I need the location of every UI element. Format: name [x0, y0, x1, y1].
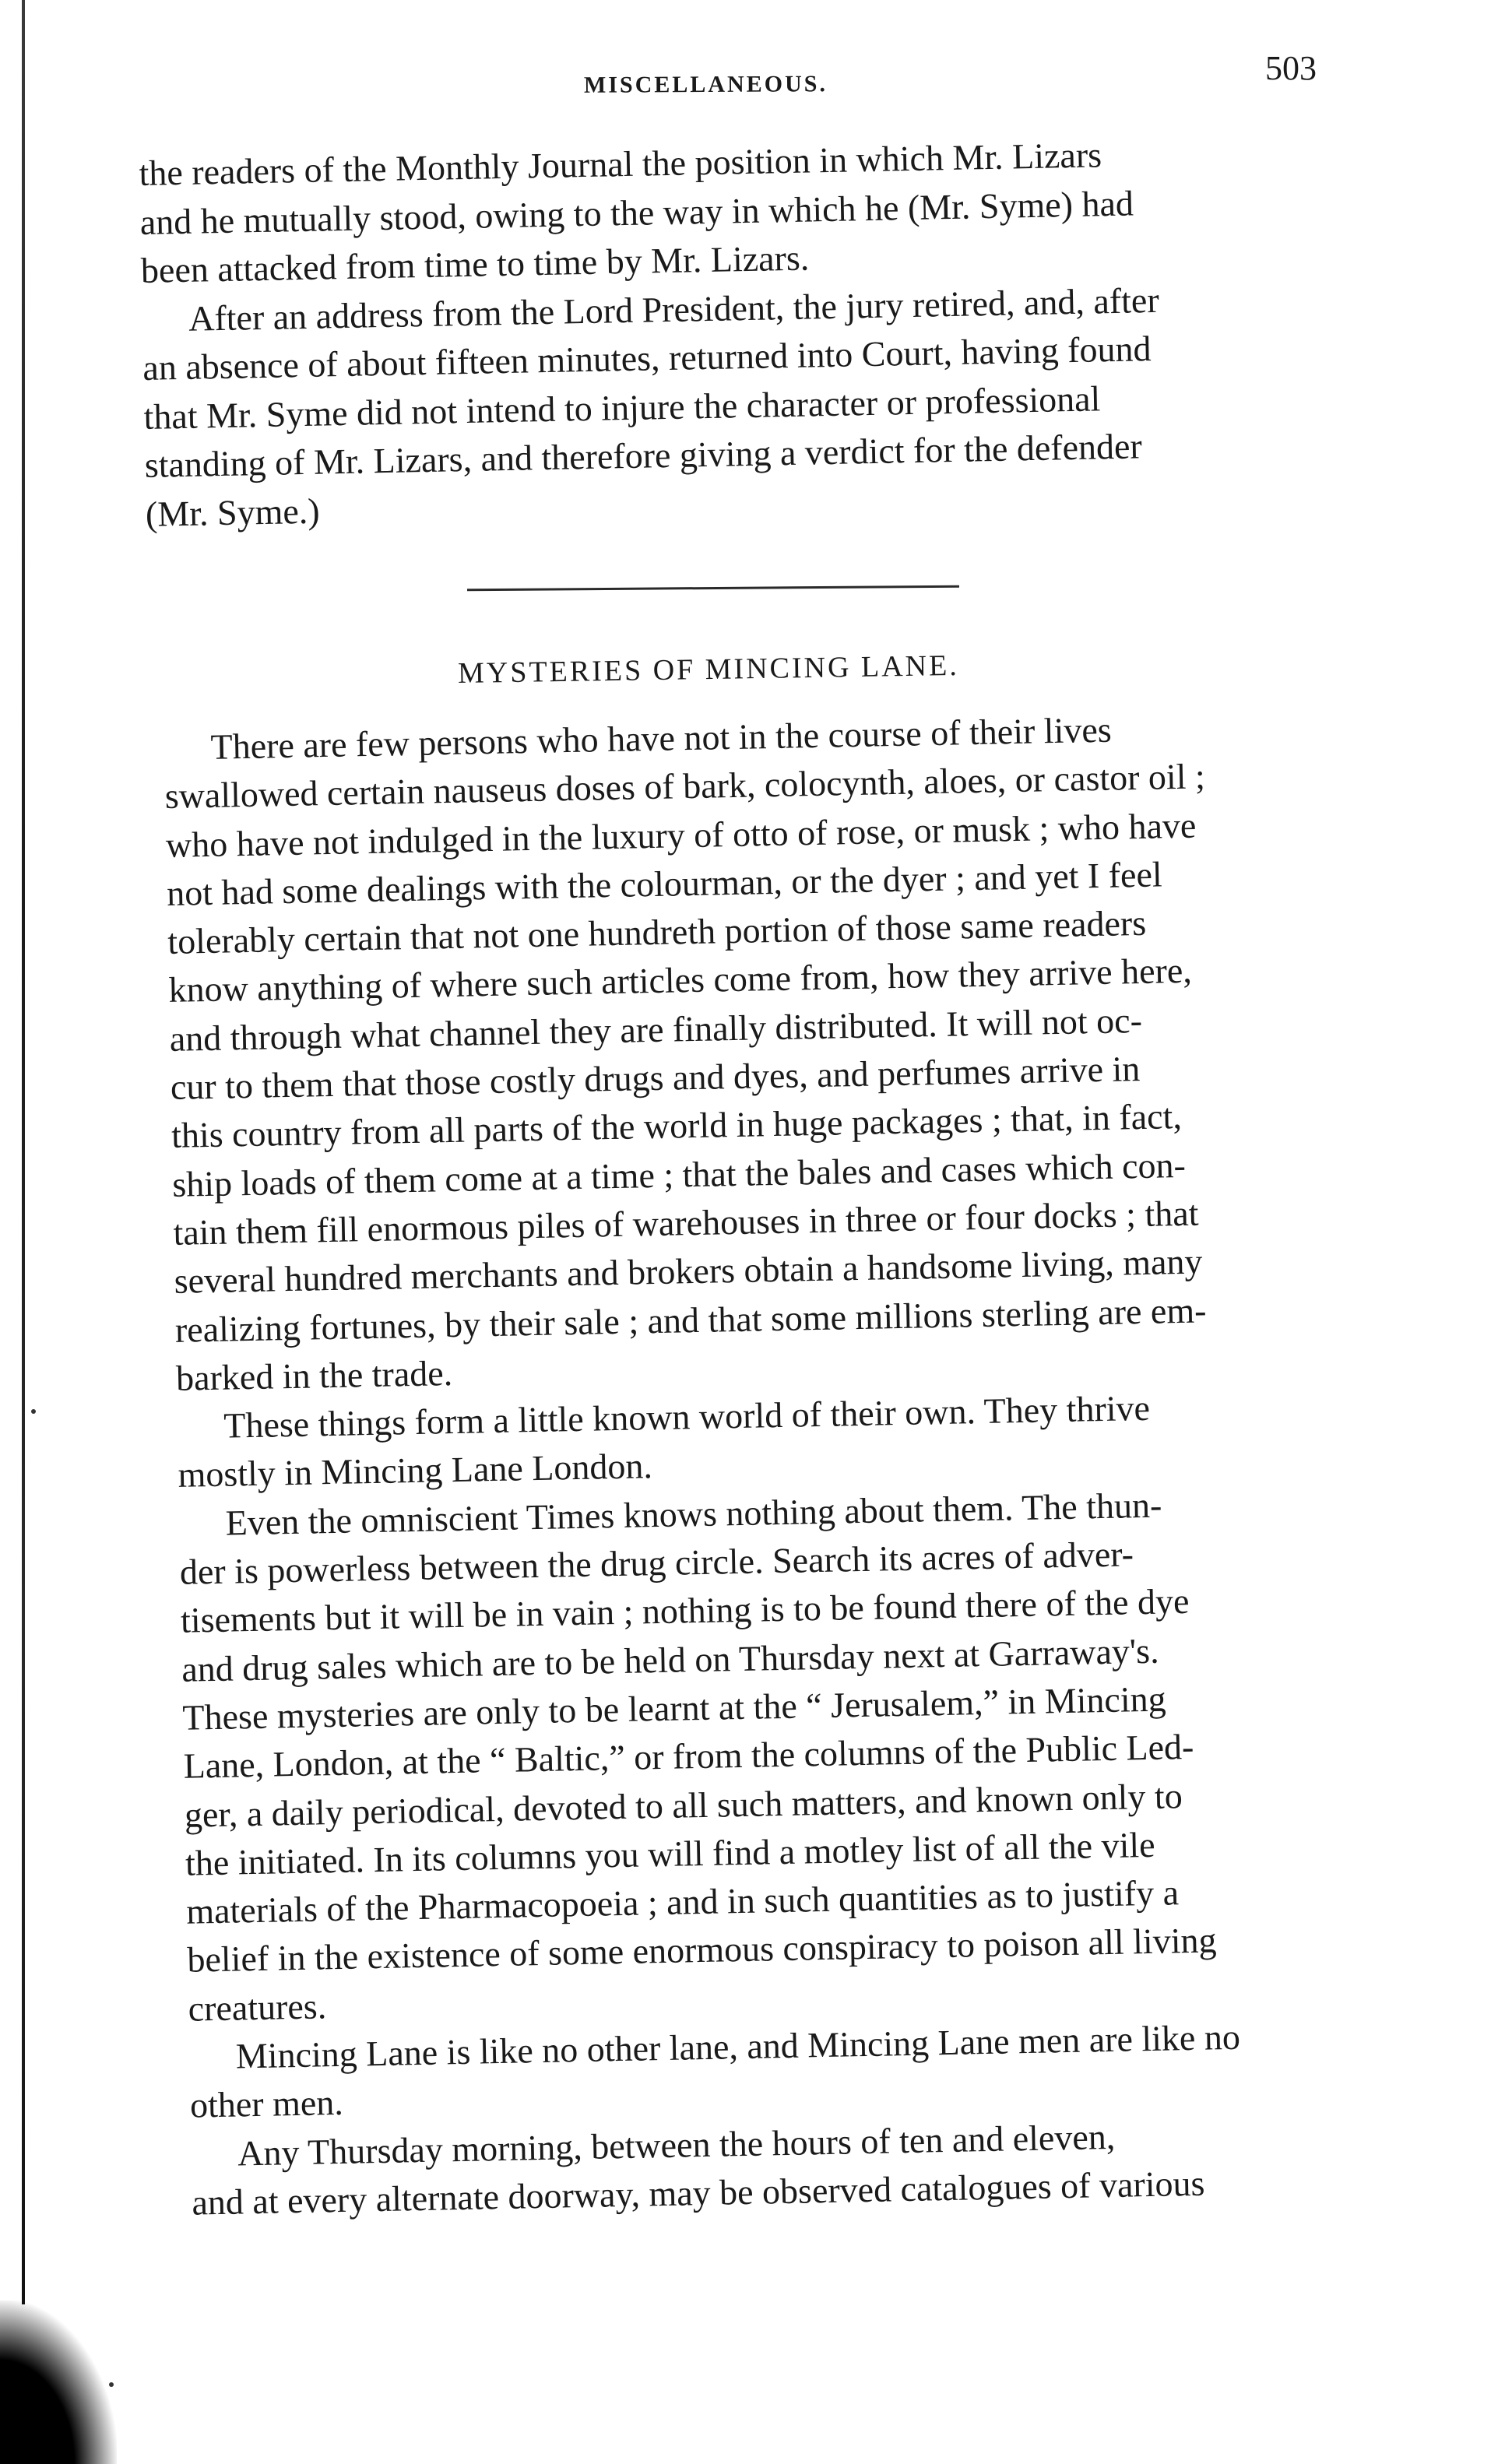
text-line: other men. — [189, 2083, 344, 2125]
binding-line — [22, 0, 25, 2304]
text-line: Even the omniscient Times knows nothing about them. The thun- — [225, 1485, 1162, 1543]
text-line: and at every alternate doorway, may be observed catalogues of various — [191, 2163, 1205, 2223]
section-title: MYSTERIES OF MINCING LANE. — [457, 649, 960, 691]
text-line: ship loads of them come at a time ; that the bales and cases which con- — [171, 1144, 1187, 1204]
text-line: cur to them that those costly drugs and dyes, and perfumes arrive in — [170, 1049, 1141, 1107]
page-number: 503 — [1265, 49, 1317, 87]
text-line: Mincing Lane is like no other lane, and Mincing Lane men are like no — [235, 2016, 1241, 2076]
binding-edge — [0, 0, 47, 2464]
text-line: belief in the existence of some enormous conspiracy to poison all living — [186, 1920, 1217, 1981]
text-line: swallowed certain nauseus doses of bark, colocynth, aloes, or castor oil ; — [164, 756, 1206, 817]
text-line: realizing fortunes, by their sale ; and that some millions sterling are em- — [174, 1289, 1207, 1350]
ink-speck — [109, 2382, 114, 2387]
text-line: that Mr. Syme did not intend to injure the character or professional — [143, 378, 1101, 437]
text-line: been attacked from time to time by Mr. Lizars. — [140, 237, 810, 290]
text-line: Lane, London, at the “ Baltic,” or from the columns of the Public Led- — [183, 1727, 1194, 1786]
binding-shadow — [0, 2301, 117, 2464]
text-line: standing of Mr. Lizars, and therefore giving a verdict for the defender — [144, 426, 1143, 485]
text-line: this country from all parts of the world in huge packages ; that, in fact, — [171, 1096, 1183, 1156]
text-line: barked in the trade. — [175, 1352, 453, 1398]
text-line: who have not indulged in the luxury of otto of rose, or musk ; who have — [165, 805, 1197, 865]
article-body — [164, 701, 1407, 2227]
previous-article-ending — [139, 127, 1337, 539]
text-line: (Mr. Syme.) — [145, 490, 321, 534]
text-line: an absence of about fifteen minutes, returned into Court, having found — [142, 329, 1152, 388]
text-line: the initiated. In its columns you will find a motley list of all the vile — [185, 1824, 1155, 1883]
text-line: ger, a daily periodical, devoted to all such matters, and known only to — [184, 1775, 1183, 1835]
text-line: der is powerless between the drug circle. Search its acres of adver- — [179, 1534, 1134, 1592]
text-line: know anything of where such articles come from, how they arrive here, — [168, 951, 1193, 1011]
text-line: several hundred merchants and brokers obtain a handsome living, many — [174, 1241, 1203, 1302]
text-line: creatures. — [188, 1986, 327, 2029]
text-line: These things form a little known world of their own. They thrive — [223, 1388, 1151, 1446]
text-line: There are few persons who have not in the course of their lives — [210, 709, 1113, 767]
section-divider — [467, 585, 959, 591]
ink-speck — [31, 1409, 36, 1414]
text-line: tisements but it will be in vain ; nothing is to be found there of the dye — [180, 1581, 1190, 1641]
text-line: the readers of the Monthly Journal the position in which Mr. Lizars — [139, 135, 1102, 193]
text-line: After an address from the Lord President, the jury retired, and, after — [188, 279, 1160, 339]
text-line: and drug sales which are to be held on Thursday next at Garraway's. — [181, 1630, 1160, 1689]
text-line: and through what channel they are finally distributed. It will not oc- — [169, 1000, 1143, 1059]
text-line: tain them fill enormous piles of warehouses in three or four docks ; that — [173, 1193, 1199, 1253]
text-line: and he mutually stood, owing to the way in which he (Mr. Syme) had — [139, 182, 1134, 242]
text-line: not had some dealings with the colourman, or the dyer ; and yet I feel — [166, 854, 1163, 913]
running-head: MISCELLANEOUS. — [583, 71, 828, 98]
text-line: These mysteries are only to be learnt at the “ Jerusalem,” in Mincing — [182, 1678, 1167, 1738]
text-line: mostly in Mincing Lane London. — [178, 1446, 653, 1496]
text-line: Any Thursday morning, between the hours of ten and eleven, — [237, 2116, 1116, 2174]
text-line: materials of the Pharmacopoeia ; and in such quantities as to justify a — [185, 1872, 1180, 1931]
text-line: tolerably certain that not one hundreth portion of those same readers — [167, 903, 1147, 962]
